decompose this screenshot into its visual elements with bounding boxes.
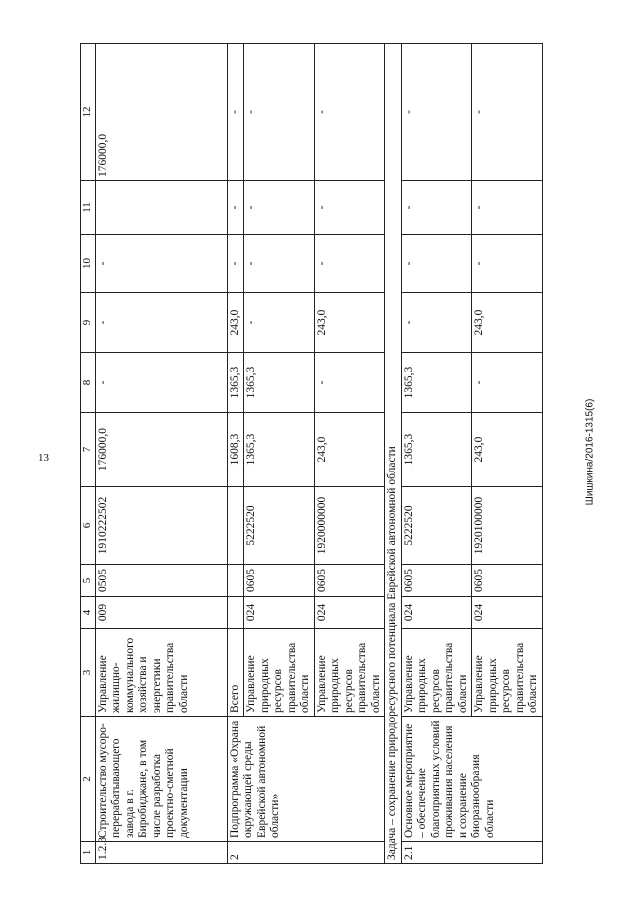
cell-code bbox=[227, 487, 244, 565]
cell-code bbox=[227, 565, 244, 597]
col-header: 2 bbox=[81, 717, 96, 842]
cell-value: - bbox=[227, 235, 244, 293]
cell-value: - bbox=[472, 44, 543, 181]
cell-value: - bbox=[472, 235, 543, 293]
cell-value: 1365,3 bbox=[244, 413, 315, 487]
col-header: 12 bbox=[81, 44, 96, 181]
col-header: 4 bbox=[81, 597, 96, 629]
cell-code: 5222520 bbox=[401, 487, 472, 565]
cell-name: Основное мероприятие – обеспечение благоприятных условий проживания населения и сохранение биоразнообразия области bbox=[401, 717, 542, 842]
cell-value: 243,0 bbox=[472, 413, 543, 487]
col-header: 6 bbox=[81, 487, 96, 565]
cell-executor: Управление природных ресурсов правительства области bbox=[472, 629, 543, 717]
cell-value: - bbox=[401, 181, 472, 235]
task-text: Задача – сохранение природоресурсного потенциала Еврейской автономной области bbox=[385, 44, 402, 864]
cell-value: 243,0 bbox=[314, 413, 385, 487]
cell-value: - bbox=[401, 293, 472, 353]
cell-value: 1365,3 bbox=[244, 353, 315, 413]
cell-number: 2.1 bbox=[401, 842, 542, 864]
cell-value: 176000,0 bbox=[95, 44, 227, 181]
cell-value: - bbox=[244, 181, 315, 235]
cell-executor: Управление природных ресурсов правительства области bbox=[244, 629, 315, 717]
table-row bbox=[401, 44, 472, 864]
cell-value: 176000,0 bbox=[95, 413, 227, 487]
cell-code: 1920100000 bbox=[472, 487, 543, 565]
col-header: 9 bbox=[81, 293, 96, 353]
cell-value: 243,0 bbox=[472, 293, 543, 353]
cell-value: - bbox=[401, 235, 472, 293]
table-row bbox=[95, 44, 227, 864]
cell-value: 1365,3 bbox=[227, 353, 244, 413]
cell-executor: Управление природных ресурсов правительства области bbox=[401, 629, 472, 717]
col-header: 11 bbox=[81, 181, 96, 235]
cell-value: 1365,3 bbox=[401, 353, 472, 413]
cell-value: - bbox=[314, 235, 385, 293]
header-row bbox=[81, 44, 96, 864]
cell-code: 024 bbox=[244, 597, 315, 629]
cell-name: Подпрограмма «Охрана окружающей среды Еврейской автономной области» bbox=[227, 717, 385, 842]
cell-value: - bbox=[244, 235, 315, 293]
cell-code: 0605 bbox=[314, 565, 385, 597]
cell-value bbox=[95, 181, 227, 235]
task-row bbox=[385, 44, 402, 864]
cell-value: 1365,3 bbox=[401, 413, 472, 487]
cell-code: 024 bbox=[401, 597, 472, 629]
cell-value: 1608,3 bbox=[227, 413, 244, 487]
cell-value: - bbox=[244, 293, 315, 353]
cell-value: - bbox=[472, 181, 543, 235]
cell-code bbox=[227, 597, 244, 629]
cell-value: - bbox=[314, 181, 385, 235]
cell-number: 1.2.3 bbox=[95, 842, 227, 864]
cell-value: - bbox=[472, 353, 543, 413]
cell-value: - bbox=[95, 293, 227, 353]
cell-value: - bbox=[95, 235, 227, 293]
cell-executor: Управление природных ресурсов правительства области bbox=[314, 629, 385, 717]
table-row bbox=[227, 44, 244, 864]
col-header: 10 bbox=[81, 235, 96, 293]
col-header: 1 bbox=[81, 842, 96, 864]
budget-table bbox=[80, 43, 543, 864]
cell-value: 243,0 bbox=[227, 293, 244, 353]
cell-code: 024 bbox=[472, 597, 543, 629]
document-code: Шишкина/2016-1315(6) bbox=[584, 398, 596, 506]
cell-code: 0505 bbox=[95, 565, 227, 597]
cell-value: 243,0 bbox=[314, 293, 385, 353]
cell-value: - bbox=[401, 44, 472, 181]
cell-code: 1920000000 bbox=[314, 487, 385, 565]
col-header: 5 bbox=[81, 565, 96, 597]
cell-value: - bbox=[314, 353, 385, 413]
cell-number: 2 bbox=[227, 842, 385, 864]
cell-code: 5222520 bbox=[244, 487, 315, 565]
cell-name: Строительство мусоро-перерабатывающего завода в г. Биробиджане, в том числе разработка проектно-сметной документации bbox=[95, 717, 227, 842]
page-number: 13 bbox=[38, 452, 49, 464]
cell-code: 0605 bbox=[244, 565, 315, 597]
cell-executor: Управление жилищно-коммунального хозяйства и энергетики правительства области bbox=[95, 629, 227, 717]
cell-value: - bbox=[227, 44, 244, 181]
cell-code: 1910222502 bbox=[95, 487, 227, 565]
cell-executor: Всего bbox=[227, 629, 244, 717]
cell-code: 0605 bbox=[472, 565, 543, 597]
cell-code: 009 bbox=[95, 597, 227, 629]
cell-code: 024 bbox=[314, 597, 385, 629]
cell-value: - bbox=[227, 181, 244, 235]
cell-value: - bbox=[314, 44, 385, 181]
cell-code: 0605 bbox=[401, 565, 472, 597]
col-header: 3 bbox=[81, 629, 96, 717]
cell-value: - bbox=[244, 44, 315, 181]
col-header: 7 bbox=[81, 413, 96, 487]
rotated-table-container bbox=[80, 44, 600, 864]
col-header: 8 bbox=[81, 353, 96, 413]
cell-value: - bbox=[95, 353, 227, 413]
